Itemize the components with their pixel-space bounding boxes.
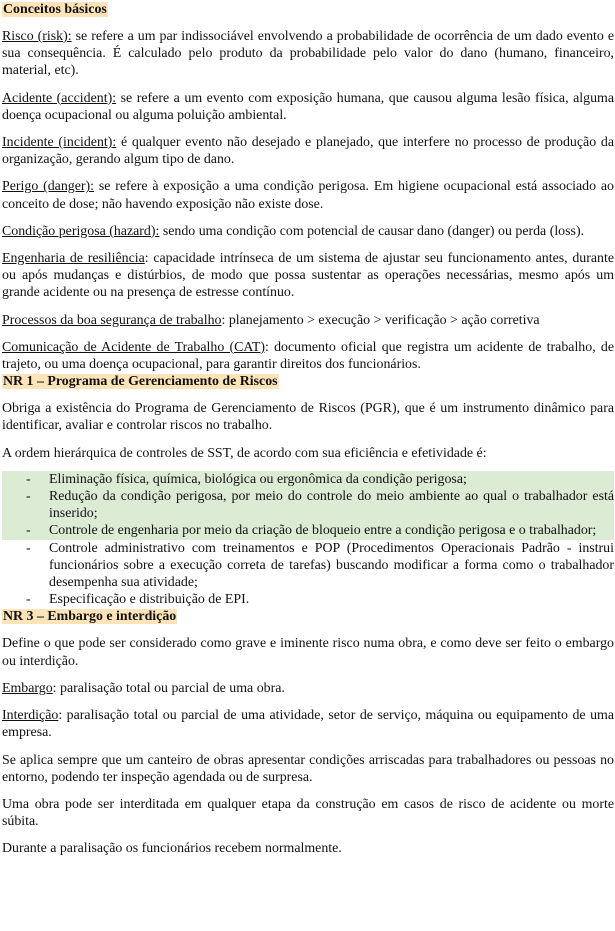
term-engenharia-resiliencia: Engenharia de resiliência [2, 251, 145, 267]
term-cat: Comunicação de Acidente de Trabalho (CAT) [2, 339, 265, 355]
paragraph-cat: Comunicação de Acidente de Trabalho (CAT): documento oficial que registra um acidente de trabalho, de trajeto, ou uma doença ocupacional, para garantir direitos dos funcionários. [2, 339, 615, 373]
term-perigo: Perigo (danger): [2, 179, 94, 195]
list-item: - Eliminação física, química, biológica ou ergonômica da condição perigosa; [2, 471, 614, 488]
list-item: - Redução da condição perigosa, por meio do controle do meio ambiente ao qual o trabalhador está inserido; [2, 488, 614, 522]
term-processos: Processos da boa segurança de trabalho [2, 312, 222, 328]
list-item: - Controle de engenharia por meio da criação de bloqueio entre a condição perigosa e o trabalhador; [2, 522, 614, 539]
list-item: - Controle administrativo com treinamentos e POP (Procedimentos Operacionais Padrão - instrui funcionários sobre a execução correta de tarefas) buscando modificar a forma como o trabalhador desempenha sua atividade; [26, 540, 614, 591]
paragraph-condicao-perigosa: Condição perigosa (hazard): sendo uma condição com potencial de causar dano (danger) ou perda (loss). [2, 223, 585, 239]
paragraph-aplicacao: Se aplica sempre que um canteiro de obras apresentar condições arriscadas para trabalhadores ou pessoas no entorno, podendo ter inspeção agendada ou de surpresa. [2, 752, 614, 785]
paragraph-nr1-order: A ordem hierárquica de controles de SST, de acordo com sua eficiência e efetividade é: [2, 445, 487, 461]
sst-controls-list [2, 471, 614, 609]
paragraph-perigo: Perigo (danger): se refere à exposição a uma condição perigosa. Em higiene ocupacional está associado ao conceito de dose; não havendo exposição não existe dose. [2, 179, 614, 212]
paragraph-nr3-intro: Define o que pode ser considerado como grave e iminente risco numa obra, e como deve ser feito o embargo ou interdição. [2, 636, 614, 669]
term-condicao-perigosa: Condição perigosa (hazard): [2, 223, 160, 239]
term-acidente: Acidente (accident): [2, 90, 117, 106]
term-incidente: Incidente (incident): [2, 135, 117, 151]
paragraph-nr1-intro: Obriga a existência do Programa de Gerenciamento de Riscos (PGR), que é um instrumento dinâmico para identificar, avaliar e controlar riscos no trabalho. [2, 401, 614, 434]
paragraph-embargo: Embargo: paralisação total ou parcial de uma obra. [2, 680, 285, 696]
paragraph-paralisacao: Durante a paralisação os funcionários recebem normalmente. [2, 841, 342, 857]
term-embargo: Embargo [2, 680, 53, 696]
list-item: - Especificação e distribuição de EPI. [26, 592, 250, 608]
heading-nr3: NR 3 – Embargo e interdição [3, 609, 177, 625]
paragraph-processos: Processos da boa segurança de trabalho: planejamento > execução > verificação > ação corretiva [2, 312, 540, 328]
heading-conceitos-basicos: Conceitos básicos [3, 2, 107, 17]
heading-nr1: NR 1 – Programa de Gerenciamento de Riscos [3, 374, 278, 390]
paragraph-interdicao-etapa: Uma obra pode ser interditada em qualquer etapa da construção em casos de risco de acidente ou morte súbita. [2, 796, 614, 830]
term-interdicao: Interdição [2, 708, 59, 724]
paragraph-engenharia-resiliencia: Engenharia de resiliência: capacidade intrínseca de um sistema de ajustar seu funcionamento antes, durante ou após mudanças e distúrbios, de modo que possa sustentar as operações necessárias, mesmo após um grande acidente ou na presença de estresse contínuo. [2, 251, 614, 301]
term-risco: Risco (risk): [2, 29, 72, 44]
paragraph-risco: Risco (risk): se refere a um par indissociável envolvendo a probabilidade de ocorrência de um dado evento e sua consequência. É calculado pelo produto da probabilidade pelo valor do dano (humano, financeiro, material, etc). [2, 29, 614, 79]
paragraph-interdicao: Interdição: paralisação total ou parcial de uma atividade, setor de serviço, máquina ou equipamento de uma empresa. [2, 708, 614, 741]
paragraph-acidente: Acidente (accident): se refere a um evento com exposição humana, que causou alguma lesão física, alguma doença ocupacional ou alguma poluição ambiental. [2, 90, 614, 123]
paragraph-incidente: Incidente (incident): é qualquer evento não desejado e planejado, que interfere no processo de produção da organização, gerando algum tipo de dano. [2, 135, 614, 168]
